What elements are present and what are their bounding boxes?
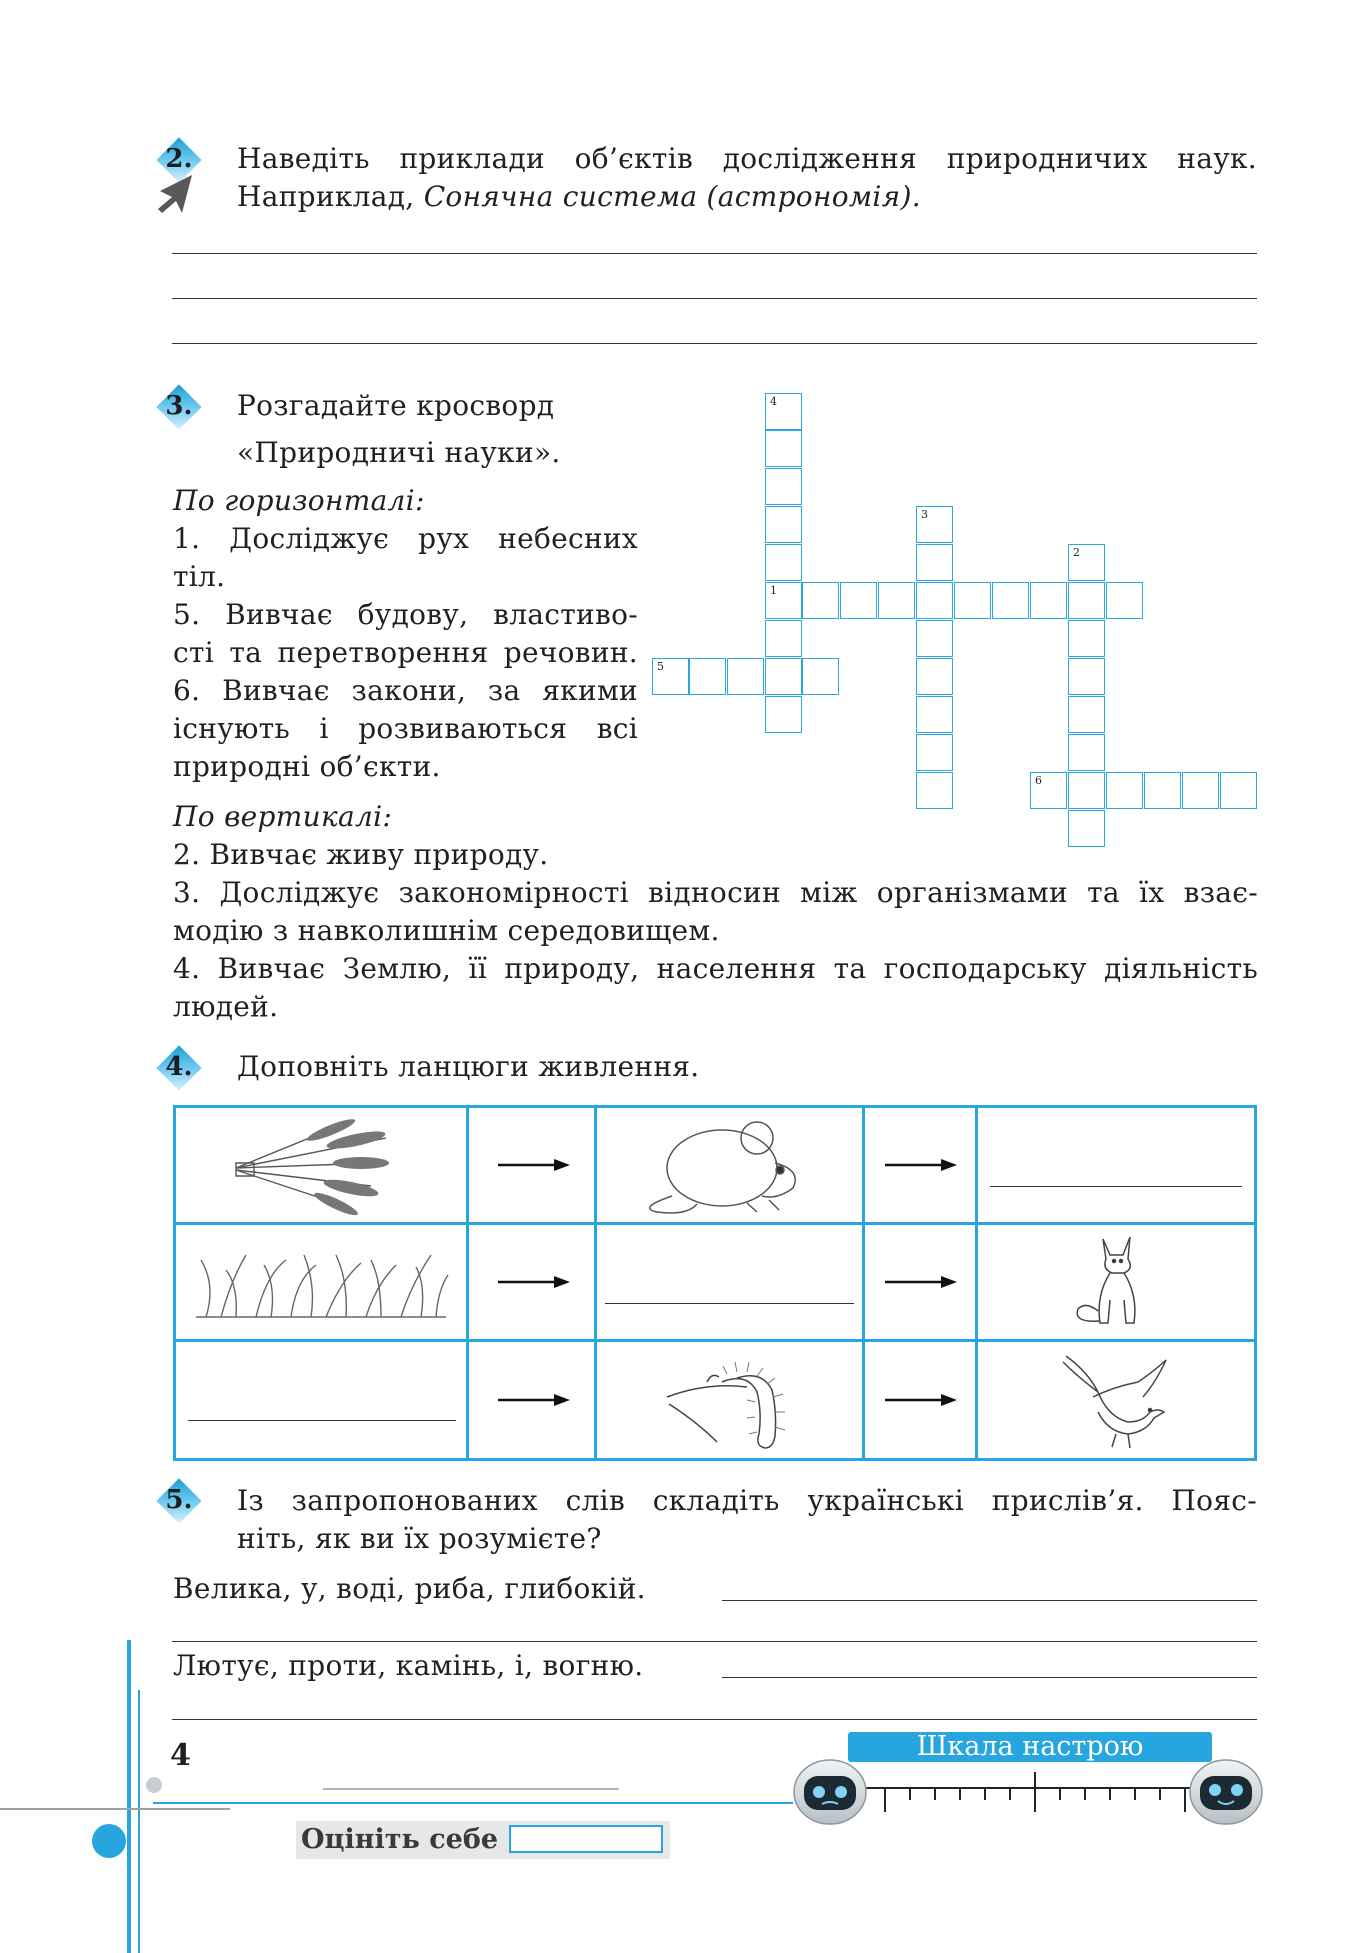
crossword-cell[interactable] [1068,696,1105,733]
h-clue-1b: тіл. [173,560,226,593]
h-clue-6c: природні об’єкти. [173,750,441,783]
answer-line[interactable] [172,1641,1257,1642]
crossword-cell[interactable] [992,582,1029,619]
h-clue-6b: існують і розвиваються всі [173,712,638,745]
mouse-cell [596,1107,864,1224]
footer-dot-blue [92,1824,126,1858]
task-2-example-prefix: Наприклад, [237,180,424,213]
v-clue-2: 2. Вивчає живу природу. [173,838,549,871]
crossword-cell[interactable] [765,696,802,733]
task-5-text-line1: Із запропонованих слів складіть українські прислів’я. Пояс- [237,1484,1257,1517]
margin-bar-outer [127,1640,131,1953]
task-5-text-line2: ніть, як ви їх розумієте? [237,1522,602,1555]
crossword-cell[interactable] [1182,772,1219,809]
crossword-cell[interactable] [1068,772,1105,809]
blank-answer-cell[interactable] [596,1224,864,1341]
crossword-cell[interactable] [840,582,877,619]
margin-bar-inner [138,1690,140,1953]
footer-rule-light [323,1788,619,1790]
blank-answer-cell[interactable] [977,1107,1256,1224]
answer-line[interactable] [722,1600,1257,1601]
crossword-cell[interactable] [652,658,689,695]
answer-line[interactable] [188,1420,456,1421]
crossword-cell[interactable] [1068,620,1105,657]
h-clue-1a: 1. Досліджує рух небесних [173,522,638,555]
v-clue-4b: людей. [173,990,279,1023]
crossword-cell[interactable] [689,658,726,695]
h-clue-5a: 5. Вивчає будову, властиво- [173,598,638,631]
crossword-cell[interactable] [1144,772,1181,809]
caterpillar-image [597,1342,862,1454]
arrow-cell [864,1341,977,1460]
task-5-badge [157,1479,201,1523]
arrow-right-icon [498,1275,570,1289]
h-clue-5b: сті та перетворення речовин. [173,636,638,669]
task-3-title-line2: «Природничі науки». [237,436,561,469]
crossword-cell[interactable] [916,658,953,695]
task-4-badge [157,1046,201,1090]
blank-answer-cell[interactable] [175,1341,468,1460]
footer-rule-blue [153,1802,793,1804]
clue-number-1: 1 [770,584,777,597]
mood-scale-label: Шкала настрою [916,1731,1144,1762]
clue-number-4: 4 [770,395,777,408]
crossword-cell[interactable] [765,582,802,619]
mouse-image [597,1108,862,1218]
crossword-cell[interactable] [765,544,802,581]
crossword-cell[interactable] [916,506,953,543]
bird-cell [977,1341,1256,1460]
mood-scale-ruler[interactable] [860,1770,1200,1820]
crossword-cell[interactable] [916,544,953,581]
fox-image [978,1225,1254,1335]
footer-dot-gray [146,1777,162,1793]
sad-robot-icon [790,1752,870,1826]
crossword-cell[interactable] [727,658,764,695]
v-clue-3b: модію з навколишнім середовищем. [173,914,720,947]
arrow-right-icon [885,1158,957,1172]
crossword-cell[interactable] [1068,658,1105,695]
grass-image [176,1225,466,1335]
crossword-cell[interactable] [916,734,953,771]
answer-line[interactable] [172,298,1257,299]
crossword-cell[interactable] [1106,582,1143,619]
food-chain-table [173,1105,1257,1461]
footer-rule-gray [0,1808,230,1810]
crossword-cell[interactable] [916,620,953,657]
task-4-title: Доповніть ланцюги живлення. [237,1050,700,1083]
answer-line[interactable] [990,1186,1242,1187]
crossword-cell[interactable] [765,506,802,543]
crossword-cell[interactable] [802,582,839,619]
clue-number-3: 3 [921,508,928,521]
cursor-arrow-icon [156,173,194,215]
clue-number-5: 5 [657,660,664,673]
happy-robot-icon [1186,1752,1266,1826]
crossword-cell[interactable] [765,430,802,467]
caterpillar-cell [596,1341,864,1460]
h-clue-6a: 6. Вивчає закони, за якими [173,674,638,707]
crossword-cell[interactable] [1068,734,1105,771]
fox-cell [977,1224,1256,1341]
arrow-right-icon [498,1393,570,1407]
v-clue-4a: 4. Вивчає Землю, її природу, населення та господарську діяльність [173,952,1258,985]
answer-line[interactable] [722,1677,1257,1678]
crossword-cell[interactable] [1068,544,1105,581]
answer-line[interactable] [605,1303,854,1304]
wheat-image [176,1108,466,1218]
food-chain-row [175,1224,1256,1341]
clue-number-2: 2 [1073,546,1080,559]
task-2-example: Сонячна система (астрономія). [423,180,921,213]
food-chain-row [175,1107,1256,1224]
arrow-right-icon [498,1158,570,1172]
crossword-cell[interactable] [916,772,953,809]
crossword-cell[interactable] [1068,582,1105,619]
grass-cell [175,1224,468,1341]
proverb-2: Лютує, проти, камінь, і, вогню. [173,1649,644,1682]
crossword-cell[interactable] [954,582,991,619]
crossword-cell[interactable] [878,582,915,619]
crossword-cell[interactable] [1030,772,1067,809]
task-2-number: 2. [165,144,193,174]
answer-line[interactable] [172,343,1257,344]
crossword-cell[interactable] [765,393,802,430]
task-4-number: 4. [165,1052,193,1082]
crossword-cell[interactable] [1220,772,1257,809]
task-3-badge [157,385,201,429]
horizontal-heading: По горизонталі: [173,484,425,517]
task-2-text-line2 [237,178,921,216]
self-assessment-label: Оцініть себе [301,1824,499,1855]
arrow-right-icon [885,1275,957,1289]
task-3-number: 3. [165,391,193,421]
arrow-cell [864,1107,977,1224]
task-5-number: 5. [165,1485,193,1515]
crossword-cell[interactable] [765,658,802,695]
crossword-cell[interactable] [765,620,802,657]
task-2-text-line1: Наведіть приклади об’єктів дослідження природничих наук. [237,142,1257,175]
task-3-title-line1: Розгадайте кросворд [237,389,555,422]
proverb-1: Велика, у, воді, риба, глибокій. [173,1572,646,1605]
crossword-cell[interactable] [1106,772,1143,809]
arrow-cell [468,1107,596,1224]
vertical-heading: По вертикалі: [173,800,393,833]
food-chain-row [175,1341,1256,1460]
crossword-cell[interactable] [765,468,802,505]
crossword-cell[interactable] [916,696,953,733]
crossword-cell[interactable] [802,658,839,695]
bird-image [978,1342,1254,1454]
wheat-cell [175,1107,468,1224]
self-assessment-input[interactable] [509,1825,663,1853]
answer-line[interactable] [172,1719,1257,1720]
arrow-cell [468,1224,596,1341]
arrow-cell [864,1224,977,1341]
page-number: 4 [170,1738,191,1773]
v-clue-3a: 3. Досліджує закономірності відносин між організмами та їх взає- [173,876,1258,909]
crossword-cell[interactable] [1030,582,1067,619]
clue-number-6: 6 [1035,774,1042,787]
answer-line[interactable] [172,253,1257,254]
arrow-cell [468,1341,596,1460]
arrow-right-icon [885,1393,957,1407]
crossword-cell[interactable] [1068,810,1105,847]
crossword-cell[interactable] [916,582,953,619]
